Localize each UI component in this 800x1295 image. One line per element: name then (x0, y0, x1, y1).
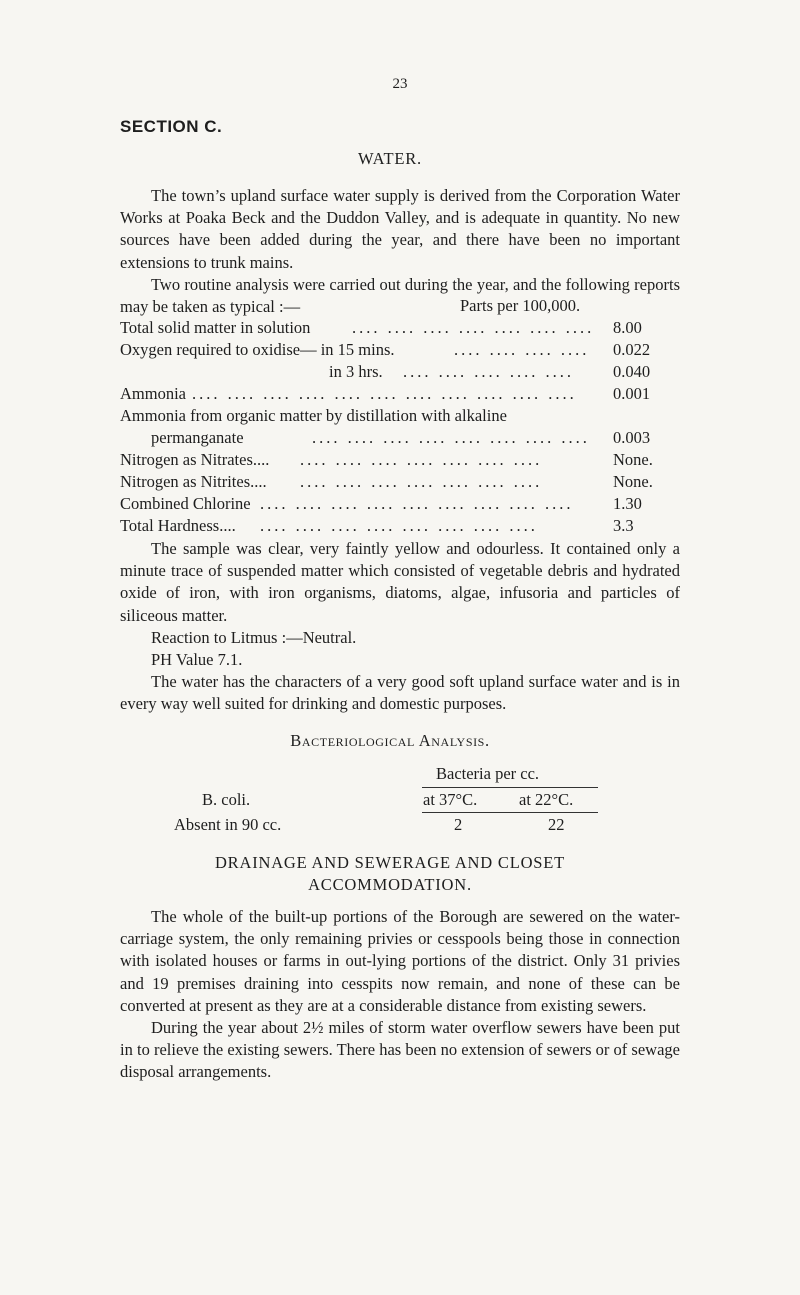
analysis-row (120, 472, 680, 494)
bcoli-header: B. coli. (202, 790, 251, 809)
analysis-row (120, 428, 680, 450)
drainage-paragraph: The whole of the built-up portions of the Borough are sewered on the water-carriage system, the only remaining privies or cesspools being those in connection with isolated houses or farms in out-lying portions of the district. Only 31 privies and 19 premises draining into cesspits now remain, and none of these can be converted at present as they are at a considerable distance from existing sewers. (120, 907, 680, 1015)
analysis-label: Oxygen required to oxidise— in 15 mins. (120, 340, 395, 359)
analysis-row (120, 318, 680, 340)
leader-dots: .... .... .... .... .... .... .... (352, 318, 595, 337)
bcoli-value: Absent in 90 cc. (174, 815, 282, 834)
units-header: Parts per 100,000. (460, 296, 581, 315)
leader-dots: .... .... .... .... .... .... .... .... .... .... .... (192, 384, 577, 403)
bacteriological-heading: Bacteriological Analysis. (290, 731, 490, 750)
analysis-label: Total Hardness.... (120, 516, 236, 535)
analysis-label: permanganate (151, 428, 244, 447)
count-22-value: 22 (548, 815, 565, 834)
analysis-label: Ammonia (120, 384, 186, 403)
analysis-value: 8.00 (613, 318, 642, 337)
ph-line: PH Value 7.1. (151, 650, 243, 670)
analysis-row (120, 494, 680, 516)
analysis-value: None. (613, 472, 653, 491)
leader-dots: .... .... .... .... .... .... .... (300, 472, 543, 491)
characters-paragraph: The water has the characters of a very good soft upland surface water and is in every way well suited for drinking and domestic purposes. (120, 672, 680, 714)
analysis-value: 3.3 (613, 516, 634, 535)
leader-dots: .... .... .... .... .... .... .... (300, 450, 543, 469)
temp-37-header: at 37°C. (423, 790, 478, 809)
analysis-label: Total solid matter in solution (120, 318, 311, 337)
analysis-value: 0.040 (613, 362, 651, 381)
leader-dots: .... .... .... .... .... (403, 362, 574, 381)
analysis-row (120, 340, 680, 362)
analysis-value: 0.001 (613, 384, 651, 403)
analysis-row (120, 406, 680, 428)
temp-22-header: at 22°C. (519, 790, 574, 809)
analysis-row (120, 450, 680, 472)
bacteria-group-header: Bacteria per cc. (436, 764, 540, 783)
leader-dots: .... .... .... .... .... .... .... .... (260, 516, 538, 535)
drainage-text (120, 906, 680, 1084)
sample-text (120, 538, 680, 716)
header-rule (422, 787, 598, 788)
count-37-value: 2 (454, 815, 463, 834)
analysis-row (120, 384, 680, 406)
sample-paragraph: The sample was clear, very faintly yellow and odourless. It contained only a minute trace of suspended matter which consisted of vegetable debris and hydrated oxide of iron, with iron organisms, diatoms, algae, infusoria and particles of siliceous matter. (120, 539, 680, 625)
analysis-label: Nitrogen as Nitrites.... (120, 472, 267, 491)
drainage-heading-cont: ACCOMMODATION. (308, 875, 472, 894)
analysis-label: in 3 hrs. (329, 362, 383, 381)
analysis-label: Ammonia from organic matter by distillation with alkaline (120, 406, 507, 425)
page-number: 23 (392, 76, 408, 92)
intro-paragraph: Two routine analysis were carried out during the year, and the following reports may be taken as typical :— (120, 274, 680, 317)
drainage-heading: DRAINAGE AND SEWERAGE AND CLOSET (214, 853, 566, 872)
reaction-line: Reaction to Litmus :—Neutral. (151, 627, 357, 647)
leader-dots: .... .... .... .... .... .... .... .... .... (260, 494, 574, 513)
analysis-label: Nitrogen as Nitrates.... (120, 450, 270, 469)
leader-dots: .... .... .... .... (454, 340, 590, 359)
analysis-row (120, 516, 680, 538)
intro-paragraph: The town’s upland surface water supply is derived from the Corporation Water Works at Poaka Beck and the Duddon Valley, and is adequate in quantity. No new sources have been added during the year, and there have been no important extensions to trunk mains. (120, 186, 680, 272)
leader-dots: .... .... .... .... .... .... .... .... (312, 428, 590, 447)
analysis-value: 1.30 (613, 494, 642, 513)
section-title: SECTION C. (120, 117, 223, 136)
analysis-value: 0.022 (613, 340, 651, 359)
analysis-row (120, 362, 680, 384)
analysis-value: None. (613, 450, 653, 469)
water-heading: WATER. (358, 149, 422, 168)
subheader-rule (422, 812, 598, 813)
analysis-label: Combined Chlorine (120, 494, 251, 513)
drainage-paragraph: During the year about 2½ miles of storm water overflow sewers have been put in to relieve the existing sewers. There has been no extension of sewers or of sewage disposal arrangements. (120, 1018, 680, 1082)
analysis-value: 0.003 (613, 428, 651, 447)
